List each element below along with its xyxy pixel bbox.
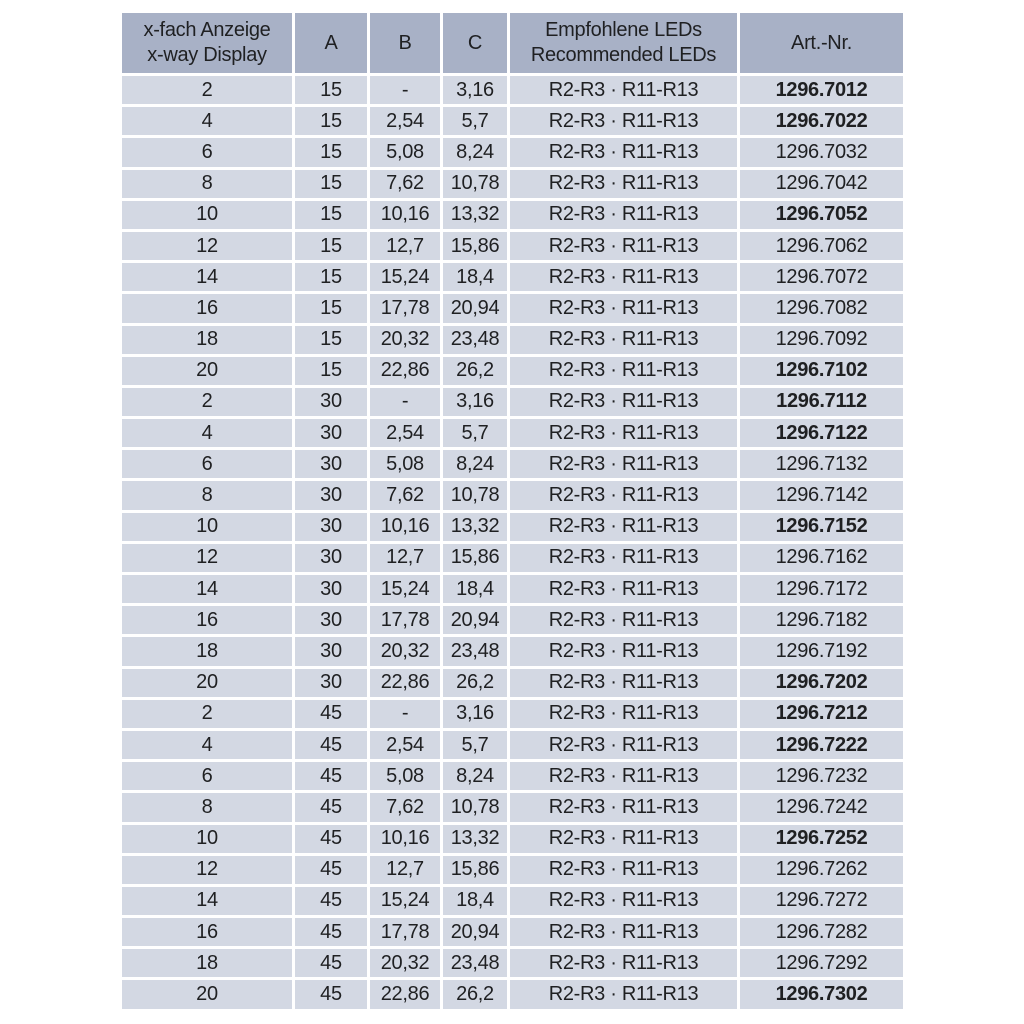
cell-a: 30 (295, 606, 367, 634)
cell-x-way: 12 (122, 544, 292, 572)
cell-b: - (370, 76, 440, 104)
cell-a: 30 (295, 669, 367, 697)
cell-c: 10,78 (443, 481, 507, 509)
cell-a: 45 (295, 918, 367, 946)
cell-c: 18,4 (443, 575, 507, 603)
cell-c: 5,7 (443, 419, 507, 447)
cell-a: 15 (295, 263, 367, 291)
cell-leds: R2-R3 · R11-R13 (510, 76, 737, 104)
cell-b: 17,78 (370, 294, 440, 322)
cell-x-way: 6 (122, 762, 292, 790)
cell-x-way: 18 (122, 949, 292, 977)
cell-x-way: 8 (122, 793, 292, 821)
cell-b: 22,86 (370, 357, 440, 385)
cell-x-way: 12 (122, 856, 292, 884)
header-c: C (443, 13, 507, 73)
cell-x-way: 4 (122, 107, 292, 135)
cell-art-nr: 1296.7092 (740, 326, 903, 354)
cell-art-nr: 1296.7262 (740, 856, 903, 884)
cell-x-way: 14 (122, 887, 292, 915)
cell-b: 10,16 (370, 825, 440, 853)
cell-x-way: 18 (122, 637, 292, 665)
cell-art-nr: 1296.7132 (740, 450, 903, 478)
cell-c: 5,7 (443, 731, 507, 759)
cell-art-nr: 1296.7282 (740, 918, 903, 946)
cell-b: - (370, 700, 440, 728)
header-leds (510, 13, 737, 73)
cell-a: 15 (295, 170, 367, 198)
cell-x-way: 2 (122, 76, 292, 104)
cell-art-nr: 1296.7272 (740, 887, 903, 915)
cell-art-nr: 1296.7072 (740, 263, 903, 291)
cell-c: 3,16 (443, 76, 507, 104)
cell-leds: R2-R3 · R11-R13 (510, 669, 737, 697)
cell-b: 12,7 (370, 856, 440, 884)
cell-art-nr: 1296.7042 (740, 170, 903, 198)
cell-art-nr: 1296.7052 (740, 201, 903, 229)
cell-leds: R2-R3 · R11-R13 (510, 107, 737, 135)
cell-leds: R2-R3 · R11-R13 (510, 762, 737, 790)
cell-b: 10,16 (370, 201, 440, 229)
cell-leds: R2-R3 · R11-R13 (510, 170, 737, 198)
cell-leds: R2-R3 · R11-R13 (510, 575, 737, 603)
cell-b: 15,24 (370, 575, 440, 603)
cell-b: 20,32 (370, 326, 440, 354)
cell-x-way: 4 (122, 731, 292, 759)
cell-a: 30 (295, 419, 367, 447)
cell-b: 22,86 (370, 669, 440, 697)
cell-leds: R2-R3 · R11-R13 (510, 326, 737, 354)
cell-c: 20,94 (443, 294, 507, 322)
cell-art-nr: 1296.7022 (740, 107, 903, 135)
header-x-way-display-line2: x-way Display (147, 44, 267, 66)
cell-art-nr: 1296.7182 (740, 606, 903, 634)
header-x-way-display (122, 13, 292, 73)
cell-b: 17,78 (370, 918, 440, 946)
cell-c: 26,2 (443, 357, 507, 385)
cell-leds: R2-R3 · R11-R13 (510, 263, 737, 291)
cell-leds: R2-R3 · R11-R13 (510, 450, 737, 478)
cell-art-nr: 1296.7152 (740, 513, 903, 541)
cell-x-way: 6 (122, 450, 292, 478)
cell-x-way: 10 (122, 513, 292, 541)
cell-a: 45 (295, 887, 367, 915)
cell-leds: R2-R3 · R11-R13 (510, 918, 737, 946)
cell-art-nr: 1296.7112 (740, 388, 903, 416)
cell-x-way: 18 (122, 326, 292, 354)
cell-a: 45 (295, 825, 367, 853)
cell-c: 18,4 (443, 887, 507, 915)
cell-b: 15,24 (370, 887, 440, 915)
cell-x-way: 16 (122, 606, 292, 634)
cell-art-nr: 1296.7212 (740, 700, 903, 728)
cell-x-way: 4 (122, 419, 292, 447)
cell-leds: R2-R3 · R11-R13 (510, 793, 737, 821)
cell-b: 2,54 (370, 731, 440, 759)
cell-c: 23,48 (443, 949, 507, 977)
cell-art-nr: 1296.7012 (740, 76, 903, 104)
cell-c: 3,16 (443, 700, 507, 728)
cell-x-way: 10 (122, 825, 292, 853)
cell-a: 15 (295, 107, 367, 135)
cell-x-way: 12 (122, 232, 292, 260)
cell-leds: R2-R3 · R11-R13 (510, 825, 737, 853)
cell-a: 30 (295, 637, 367, 665)
header-leds-line1: Empfohlene LEDs (545, 19, 702, 41)
cell-b: 22,86 (370, 980, 440, 1008)
cell-b: 2,54 (370, 419, 440, 447)
cell-c: 8,24 (443, 762, 507, 790)
cell-c: 10,78 (443, 170, 507, 198)
cell-a: 45 (295, 980, 367, 1008)
header-x-way-display-line1: x-fach Anzeige (143, 19, 271, 41)
cell-art-nr: 1296.7302 (740, 980, 903, 1008)
cell-c: 26,2 (443, 669, 507, 697)
cell-x-way: 2 (122, 700, 292, 728)
cell-a: 30 (295, 544, 367, 572)
cell-x-way: 8 (122, 481, 292, 509)
cell-x-way: 2 (122, 388, 292, 416)
cell-art-nr: 1296.7222 (740, 731, 903, 759)
cell-b: 2,54 (370, 107, 440, 135)
cell-art-nr: 1296.7032 (740, 138, 903, 166)
cell-leds: R2-R3 · R11-R13 (510, 201, 737, 229)
cell-a: 45 (295, 700, 367, 728)
cell-leds: R2-R3 · R11-R13 (510, 637, 737, 665)
cell-c: 15,86 (443, 232, 507, 260)
cell-c: 20,94 (443, 606, 507, 634)
cell-a: 45 (295, 793, 367, 821)
cell-leds: R2-R3 · R11-R13 (510, 887, 737, 915)
cell-a: 15 (295, 232, 367, 260)
cell-leds: R2-R3 · R11-R13 (510, 419, 737, 447)
cell-art-nr: 1296.7192 (740, 637, 903, 665)
cell-art-nr: 1296.7252 (740, 825, 903, 853)
cell-art-nr: 1296.7162 (740, 544, 903, 572)
cell-c: 10,78 (443, 793, 507, 821)
cell-x-way: 16 (122, 918, 292, 946)
cell-b: 7,62 (370, 170, 440, 198)
cell-a: 30 (295, 450, 367, 478)
cell-c: 8,24 (443, 450, 507, 478)
cell-leds: R2-R3 · R11-R13 (510, 138, 737, 166)
cell-c: 15,86 (443, 856, 507, 884)
cell-art-nr: 1296.7062 (740, 232, 903, 260)
cell-a: 30 (295, 575, 367, 603)
cell-c: 18,4 (443, 263, 507, 291)
cell-x-way: 20 (122, 357, 292, 385)
cell-c: 15,86 (443, 544, 507, 572)
cell-art-nr: 1296.7242 (740, 793, 903, 821)
cell-a: 15 (295, 76, 367, 104)
cell-b: 15,24 (370, 263, 440, 291)
cell-art-nr: 1296.7292 (740, 949, 903, 977)
cell-x-way: 20 (122, 980, 292, 1008)
cell-leds: R2-R3 · R11-R13 (510, 606, 737, 634)
cell-art-nr: 1296.7082 (740, 294, 903, 322)
cell-leds: R2-R3 · R11-R13 (510, 232, 737, 260)
cell-a: 15 (295, 201, 367, 229)
cell-art-nr: 1296.7172 (740, 575, 903, 603)
cell-x-way: 20 (122, 669, 292, 697)
cell-c: 13,32 (443, 513, 507, 541)
cell-leds: R2-R3 · R11-R13 (510, 856, 737, 884)
cell-c: 13,32 (443, 201, 507, 229)
cell-a: 15 (295, 326, 367, 354)
cell-a: 15 (295, 357, 367, 385)
cell-a: 45 (295, 949, 367, 977)
cell-b: 10,16 (370, 513, 440, 541)
cell-x-way: 8 (122, 170, 292, 198)
cell-b: 20,32 (370, 637, 440, 665)
cell-leds: R2-R3 · R11-R13 (510, 949, 737, 977)
cell-b: 5,08 (370, 138, 440, 166)
cell-leds: R2-R3 · R11-R13 (510, 544, 737, 572)
cell-b: 7,62 (370, 481, 440, 509)
cell-leds: R2-R3 · R11-R13 (510, 388, 737, 416)
led-display-spec-table (122, 13, 903, 1009)
cell-x-way: 16 (122, 294, 292, 322)
cell-c: 26,2 (443, 980, 507, 1008)
cell-leds: R2-R3 · R11-R13 (510, 980, 737, 1008)
cell-art-nr: 1296.7142 (740, 481, 903, 509)
cell-leds: R2-R3 · R11-R13 (510, 700, 737, 728)
cell-art-nr: 1296.7122 (740, 419, 903, 447)
cell-c: 5,7 (443, 107, 507, 135)
cell-c: 8,24 (443, 138, 507, 166)
cell-b: 5,08 (370, 450, 440, 478)
cell-a: 30 (295, 388, 367, 416)
cell-c: 20,94 (443, 918, 507, 946)
cell-b: 20,32 (370, 949, 440, 977)
cell-art-nr: 1296.7232 (740, 762, 903, 790)
cell-leds: R2-R3 · R11-R13 (510, 513, 737, 541)
cell-x-way: 14 (122, 263, 292, 291)
cell-b: - (370, 388, 440, 416)
cell-c: 23,48 (443, 637, 507, 665)
cell-leds: R2-R3 · R11-R13 (510, 731, 737, 759)
cell-art-nr: 1296.7102 (740, 357, 903, 385)
cell-b: 12,7 (370, 232, 440, 260)
cell-x-way: 10 (122, 201, 292, 229)
cell-a: 45 (295, 731, 367, 759)
cell-art-nr: 1296.7202 (740, 669, 903, 697)
cell-a: 45 (295, 762, 367, 790)
cell-x-way: 6 (122, 138, 292, 166)
header-art-nr: Art.-Nr. (740, 13, 903, 73)
cell-c: 3,16 (443, 388, 507, 416)
cell-a: 15 (295, 294, 367, 322)
cell-a: 15 (295, 138, 367, 166)
cell-leds: R2-R3 · R11-R13 (510, 481, 737, 509)
cell-b: 7,62 (370, 793, 440, 821)
cell-leds: R2-R3 · R11-R13 (510, 357, 737, 385)
header-leds-line2: Recommended LEDs (530, 44, 717, 66)
cell-a: 45 (295, 856, 367, 884)
cell-leds: R2-R3 · R11-R13 (510, 294, 737, 322)
cell-b: 17,78 (370, 606, 440, 634)
header-a: A (295, 13, 367, 73)
cell-c: 23,48 (443, 326, 507, 354)
cell-a: 30 (295, 513, 367, 541)
cell-b: 12,7 (370, 544, 440, 572)
header-b: B (370, 13, 440, 73)
cell-b: 5,08 (370, 762, 440, 790)
cell-x-way: 14 (122, 575, 292, 603)
cell-c: 13,32 (443, 825, 507, 853)
cell-a: 30 (295, 481, 367, 509)
